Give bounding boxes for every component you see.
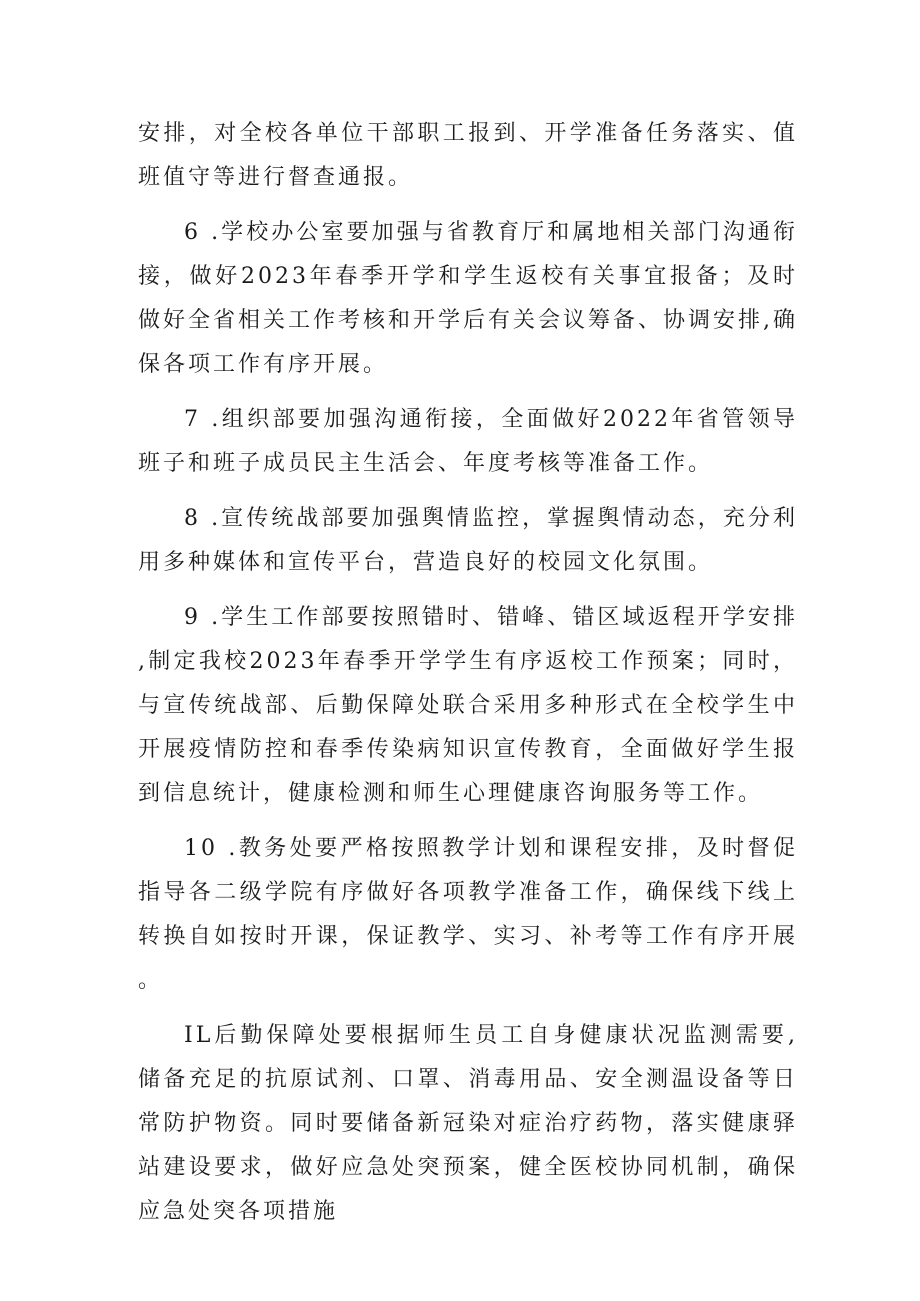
paragraph-item-9: 9 .学生工作部要按照错时、错峰、错区域返程开学安排,制定我校2023年春季开学学生有序返校工作预案；同时，与宣传统战部、后勤保障处联合采用多种形式在全校学生中开展疫情防控和春季传染病知识宣传教育，全面做好学生报到信息统计，健康检测和师生心理健康咨询服务等工作。 <box>138 605 798 806</box>
paragraph-continuation: 安排，对全校各单位干部职工报到、开学准备任务落实、值班值守等进行督查通报。 <box>138 121 798 190</box>
paragraph-item-8: 8 .宣传统战部要加强舆情监控，掌握舆情动态，充分利用多种媒体和宣传平台，营造良好的校园文化氛围。 <box>138 506 798 575</box>
paragraph-item-6: 6 .学校办公室要加强与省教育厅和属地相关部门沟通衔接，做好2023年春季开学和学生返校有关事宜报备；及时做好全省相关工作考核和开学后有关会议筹备、协调安排,确保各项工作有序开展。 <box>138 220 798 377</box>
paragraph-item-7: 7 .组织部要加强沟通衔接，全面做好2022年省管领导班子和班子成员民主生活会、年度考核等准备工作。 <box>138 407 798 476</box>
document-body <box>138 112 798 1234</box>
paragraph-item-10: 10 .教务处要严格按照教学计划和课程安排，及时督促指导各二级学院有序做好各项教学准备工作，确保线下线上转换自如按时开课，保证教学、实习、补考等工作有序开展。 <box>138 836 798 993</box>
paragraph-item-11: IL后勤保障处要根据师生员工自身健康状况监测需要,储备充足的抗原试剂、口罩、消毒用品、安全测温设备等日常防护物资。同时要储备新冠染对症治疗药物，落实健康驿站建设要求，做好应急处突预案，健全医校协同机制，确保应急处突各项措施 <box>138 1023 798 1224</box>
